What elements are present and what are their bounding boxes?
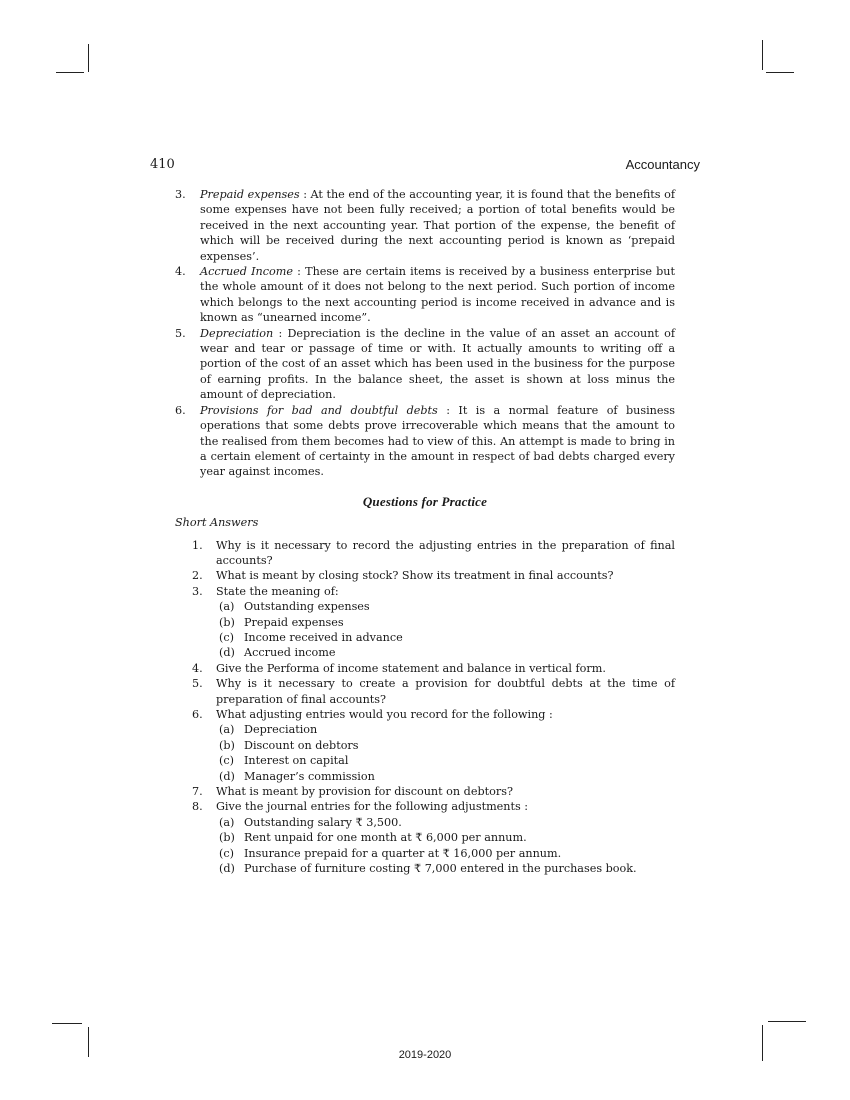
question-text: What adjusting entries would you record for the following : (216, 708, 553, 721)
crop-mark-bottom-right-h (768, 1021, 806, 1022)
question-item (175, 676, 675, 707)
adjustment-item (175, 403, 675, 480)
adjustment-text: : At the end of the accounting year, it is found that the benefits of some expenses have not been fully received; a portion of total benefits would be received in the next accounting year. That portion of the expense, the benefit of which will be received during the next accounting period is known as ‘prepaid expenses’. (200, 188, 675, 263)
sub-question-letter: (c) (219, 754, 234, 768)
sub-question-list (216, 815, 675, 877)
sub-question-letter: (a) (219, 600, 235, 614)
sub-question-item (216, 815, 675, 830)
crop-mark-top-right-h (766, 72, 794, 73)
sub-question-item (216, 630, 675, 645)
question-item (175, 707, 675, 784)
sub-question-item (216, 753, 675, 768)
sub-question-text: Rent unpaid for one month at ₹ 6,000 per annum. (244, 831, 527, 845)
question-text: State the meaning of: (216, 584, 339, 598)
sub-question-text: Depreciation (244, 723, 318, 737)
sub-question-item (216, 722, 675, 737)
sub-question-letter: (a) (219, 723, 235, 737)
adjustment-item (175, 326, 675, 403)
sub-question-letter: (a) (219, 815, 235, 829)
sub-question-item (216, 769, 675, 784)
sub-question-text: Interest on capital (244, 754, 349, 768)
sub-question-text: Prepaid expenses (244, 615, 344, 629)
sub-question-list (216, 599, 675, 661)
question-item (175, 799, 675, 876)
sub-question-letter: (d) (219, 862, 235, 876)
sub-question-letter: (b) (219, 831, 235, 845)
short-answers-subheading: Short Answers (175, 516, 259, 530)
question-text: Give the Performa of income statement and balance in vertical form. (216, 661, 606, 675)
adjustment-item (175, 264, 675, 326)
adjustment-number: 3. (175, 188, 186, 201)
adjustment-text: : It is a normal feature of business operations that some debts prove irrecoverable which means that the amount to the realised from them becomes had to view of this. An attempt is made to bring in a certain element of certainty in the amount in respect of bad debts charged every year against incomes. (200, 403, 675, 479)
sub-question-text: Outstanding expenses (244, 600, 370, 614)
sub-question-text: Manager’s commission (244, 769, 375, 783)
question-item (175, 568, 675, 583)
adjustment-number: 6. (175, 403, 186, 417)
sub-question-item (216, 861, 675, 876)
sub-question-item (216, 830, 675, 845)
sub-question-letter: (c) (219, 846, 234, 860)
page-body (175, 187, 675, 876)
sub-question-letter: (b) (219, 615, 235, 629)
adjustment-term: Provisions for bad and doubtful debts (200, 403, 438, 417)
question-item (175, 538, 675, 569)
sub-question-letter: (d) (219, 646, 235, 660)
question-text: What is meant by closing stock? Show its treatment in final accounts? (216, 569, 614, 583)
questions-heading: Questions for Practice (362, 493, 488, 509)
adjustment-term: Accrued Income (200, 265, 293, 279)
sub-question-item (216, 846, 675, 861)
adjustment-term: Depreciation (200, 326, 274, 340)
question-number: 6. (192, 708, 203, 721)
adjustments-list (175, 187, 675, 480)
sub-question-letter: (d) (219, 769, 235, 783)
questions-list (175, 538, 675, 877)
question-number: 8. (192, 800, 203, 814)
sub-question-item (216, 738, 675, 753)
adjustment-term: Prepaid expenses (200, 188, 300, 201)
sub-question-item (216, 615, 675, 630)
sub-question-text: Insurance prepaid for a quarter at ₹ 16,000 per annum. (244, 846, 562, 860)
adjustment-text: : These are certain items is received by a business enterprise but the whole amount of it does not belong to the next period. Such portion of income which belongs to the next accounting period is income received in advance and is known as “unearned income”. (200, 265, 675, 325)
sub-question-text: Accrued income (244, 646, 336, 660)
question-number: 4. (192, 661, 203, 675)
question-text: Why is it necessary to create a provision for doubtful debts at the time of preparation of final accounts? (216, 677, 675, 706)
sub-question-list (216, 722, 675, 784)
page-number: 410 (150, 157, 175, 172)
adjustment-text: : Depreciation is the decline in the value of an asset an account of wear and tear or passage of time or with. It actually amounts to writing off a portion of the cost of an asset which has been used in the business for the purpose of earning profits. In the balance sheet, the asset is shown at loss minus the amount of depreciation. (200, 326, 675, 402)
question-item (175, 784, 675, 799)
adjustment-item (175, 187, 675, 264)
question-number: 2. (192, 569, 203, 583)
question-number: 1. (192, 538, 203, 552)
sub-question-text: Income received in advance (244, 630, 403, 644)
crop-mark-top-left-h (56, 72, 84, 73)
footer-year: 2019-2020 (398, 1049, 452, 1061)
sub-question-text: Discount on debtors (244, 738, 359, 752)
crop-mark-top-right-v (762, 40, 763, 70)
sub-question-letter: (c) (219, 630, 234, 644)
adjustment-number: 4. (175, 265, 186, 279)
sub-question-item (216, 645, 675, 660)
book-title: Accountancy (625, 157, 700, 172)
question-text: Why is it necessary to record the adjusting entries in the preparation of final accounts? (216, 538, 675, 567)
question-text: What is meant by provision for discount on debtors? (216, 785, 513, 799)
sub-question-item (216, 599, 675, 614)
adjustment-number: 5. (175, 326, 186, 340)
question-text: Give the journal entries for the following adjustments : (216, 800, 529, 814)
sub-question-text: Purchase of furniture costing ₹ 7,000 entered in the purchases book. (244, 862, 637, 876)
crop-mark-top-left-v (88, 44, 89, 72)
question-item (175, 661, 675, 676)
sub-question-letter: (b) (219, 738, 235, 752)
question-number: 7. (192, 785, 203, 799)
question-number: 5. (192, 677, 203, 691)
crop-mark-bottom-left-h (52, 1023, 82, 1024)
question-number: 3. (192, 584, 203, 598)
question-item (175, 584, 675, 661)
sub-question-text: Outstanding salary ₹ 3,500. (244, 815, 402, 829)
